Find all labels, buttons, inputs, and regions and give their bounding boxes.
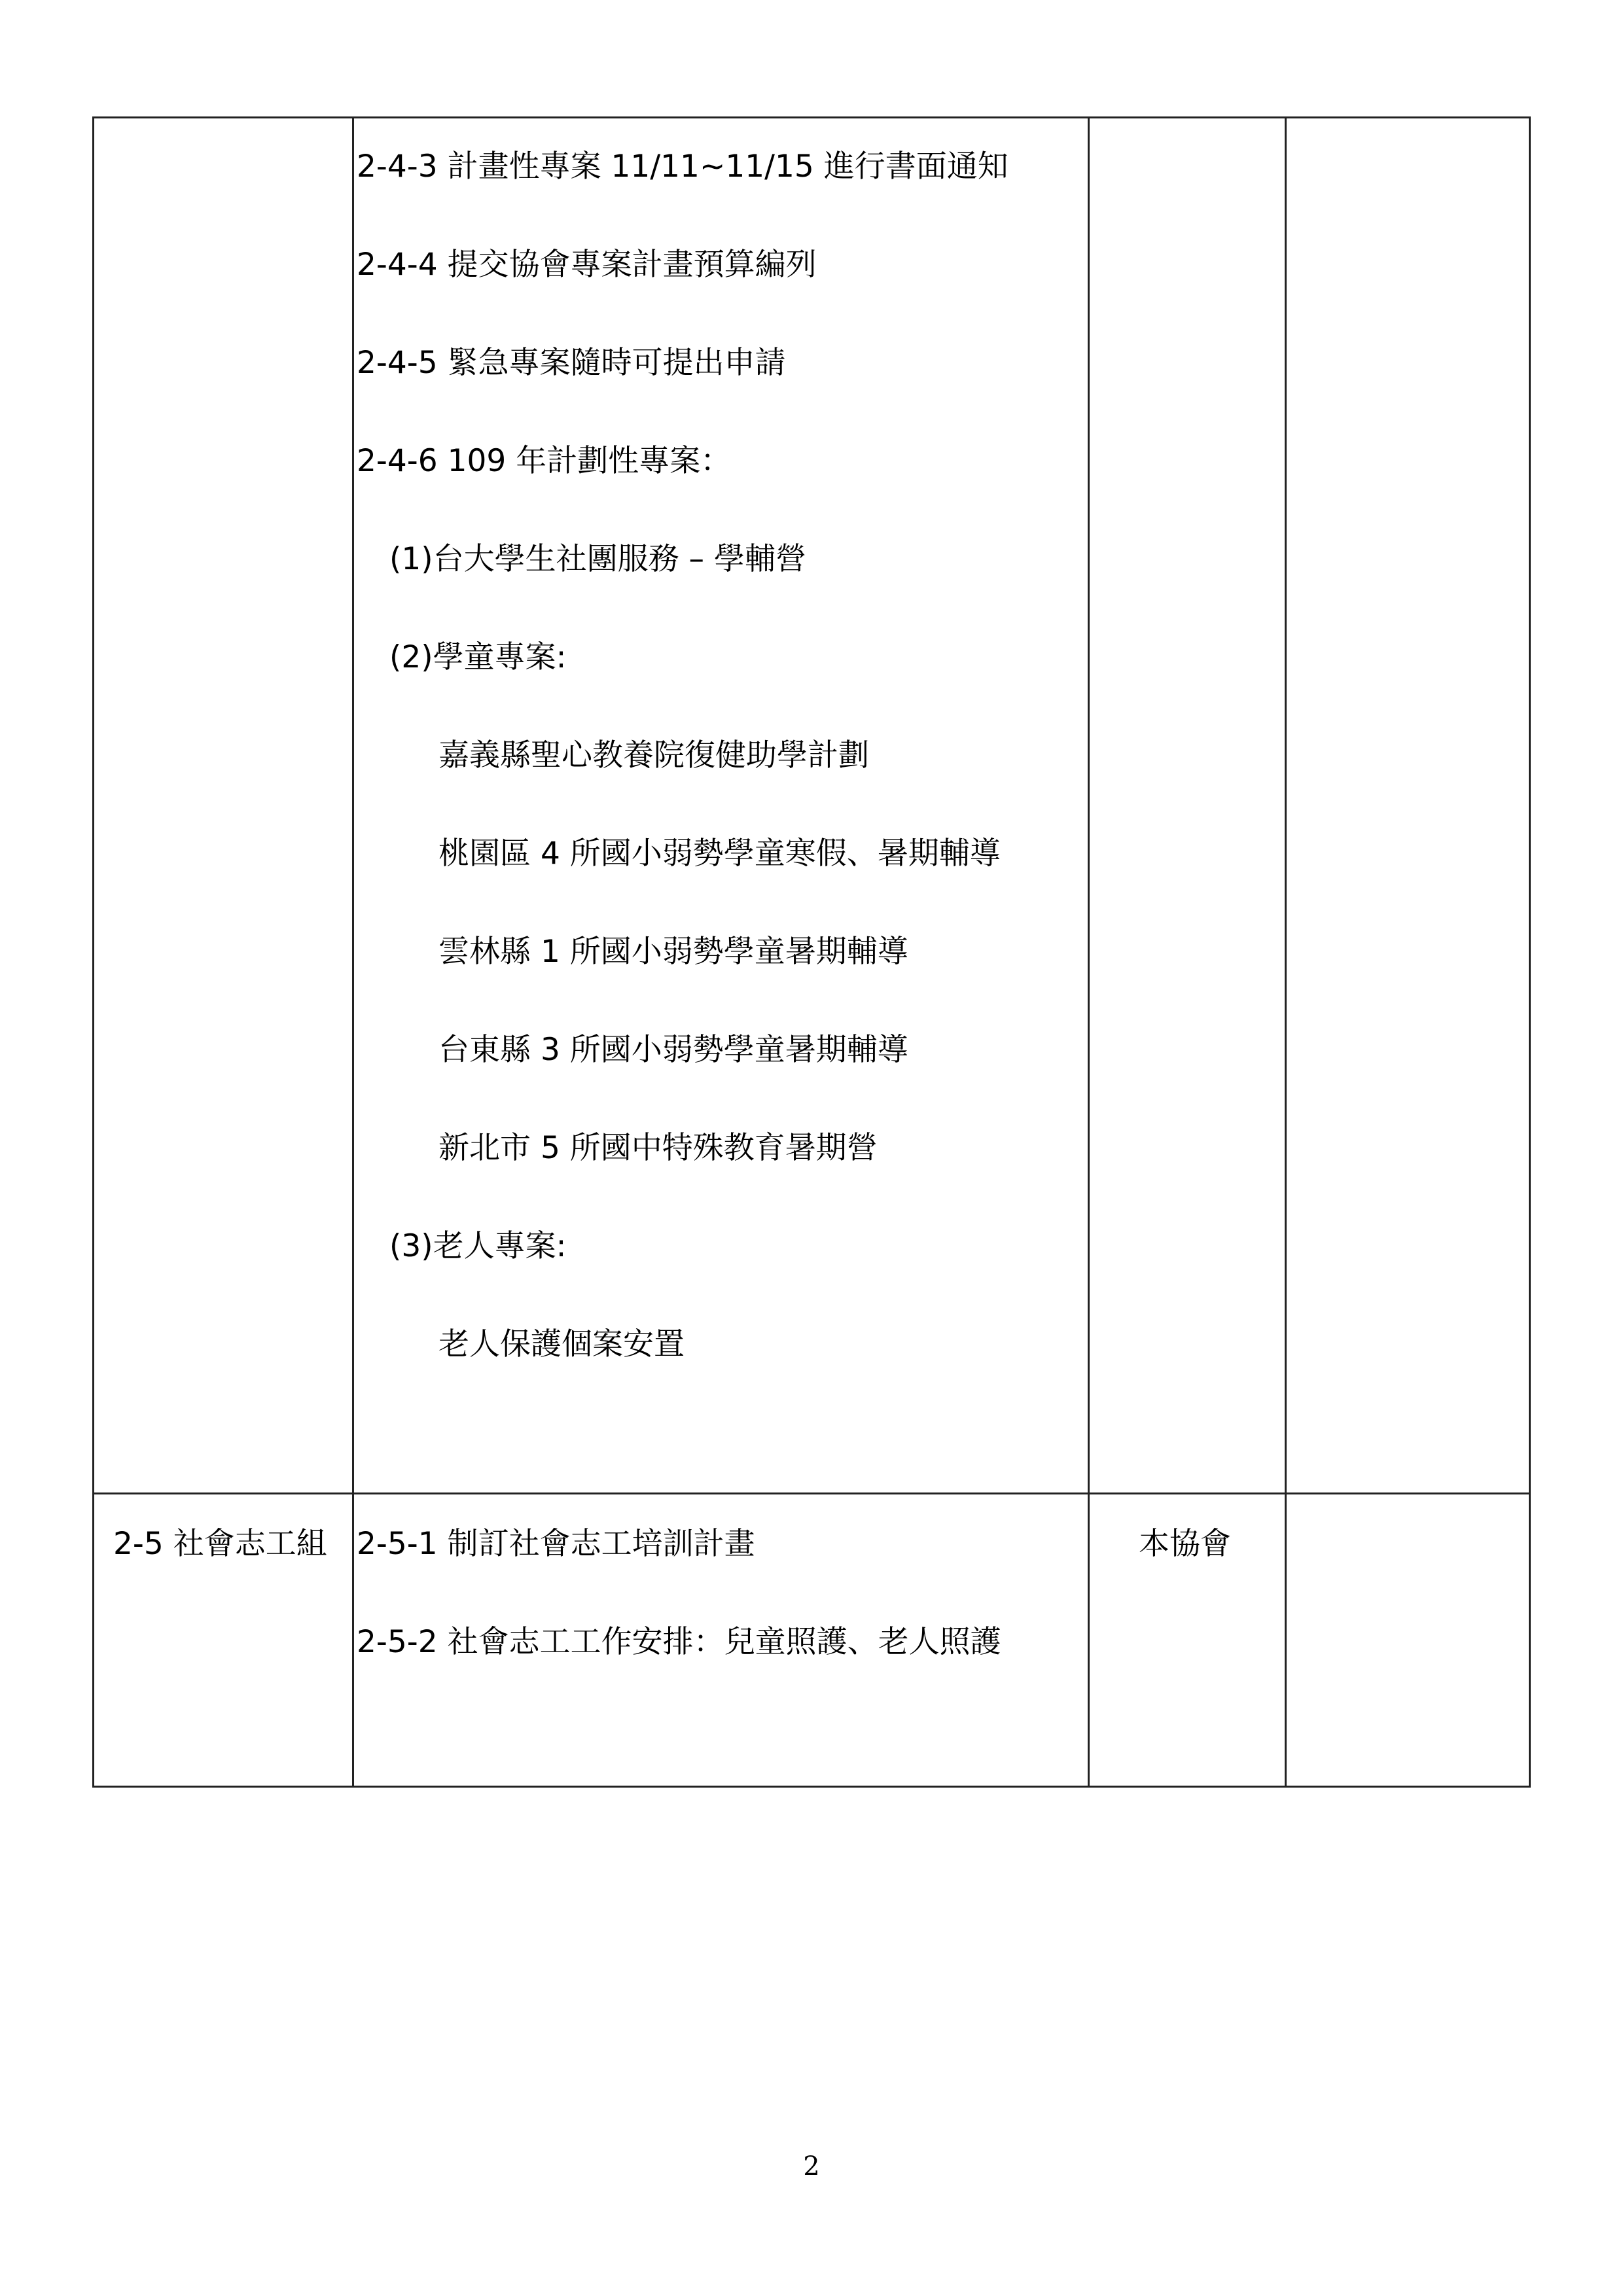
project-yunlin: 雲林縣 1 所國小弱勢學童暑期輔導 <box>438 934 908 970</box>
item-2-5-1: 2-5-1 制訂社會志工培訓計畫 <box>357 1526 755 1562</box>
project-new-taipei: 新北市 5 所國中特殊教育暑期營 <box>438 1130 878 1166</box>
item-2-4-4: 2-4-4 提交協會專案計畫預算編列 <box>357 247 817 283</box>
column-divider-2 <box>1088 118 1090 1786</box>
item-2-4-5: 2-4-5 緊急專案隨時可提出申請 <box>357 345 786 381</box>
subitem-3: (3)老人專案: <box>389 1228 567 1264</box>
project-taitung: 台東縣 3 所國小弱勢學童暑期輔導 <box>438 1032 908 1068</box>
item-2-4-3: 2-4-3 計畫性專案 11/11~11/15 進行書面通知 <box>357 149 1008 185</box>
project-elderly: 老人保護個案安置 <box>438 1326 685 1362</box>
project-chiayi: 嘉義縣聖心教養院復健助學計劃 <box>438 737 869 773</box>
column-divider-3 <box>1285 118 1287 1786</box>
page-number: 2 <box>803 2151 820 2181</box>
project-taoyuan: 桃園區 4 所國小弱勢學童寒假、暑期輔導 <box>438 836 1001 872</box>
item-2-5-2: 2-5-2 社會志工工作安排：兒童照護、老人照護 <box>357 1624 1001 1660</box>
subitem-1: (1)台大學生社團服務 – 學輔營 <box>389 541 806 577</box>
column-divider-1 <box>352 118 354 1786</box>
group-label-2-5: 2-5 社會志工組 <box>113 1526 327 1562</box>
row-divider <box>94 1492 1529 1494</box>
item-2-4-6: 2-4-6 109 年計劃性專案： <box>357 443 732 479</box>
responsible-unit: 本協會 <box>1139 1526 1231 1562</box>
subitem-2: (2)學童專案: <box>389 639 567 675</box>
